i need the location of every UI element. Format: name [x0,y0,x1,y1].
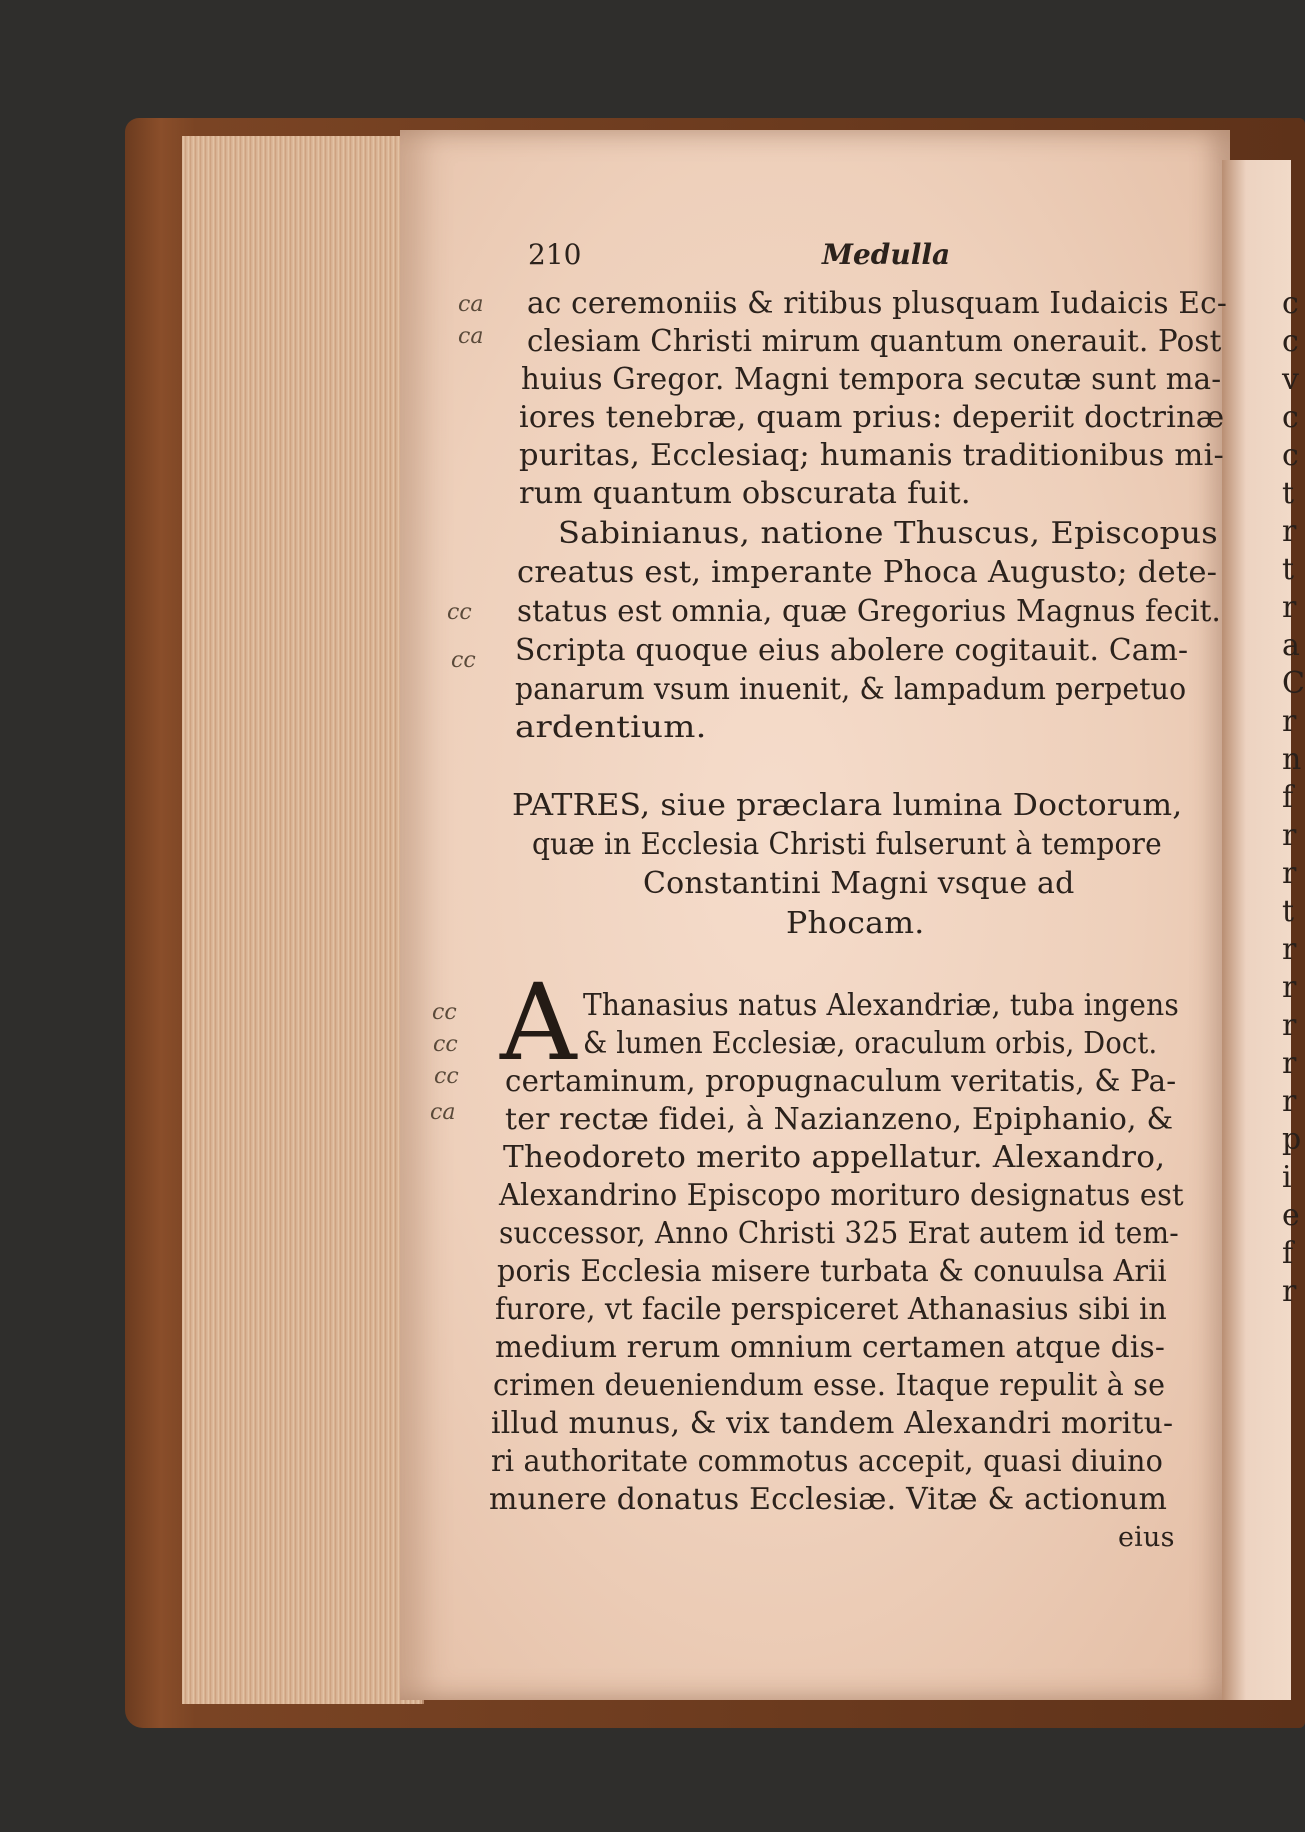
next-page-letter: p [1282,1122,1302,1157]
margin-mark: ca [458,292,484,317]
text-line: ter rectæ fidei, à Nazianzeno, Epiphanio, & [505,1102,1174,1136]
text-line: ac ceremoniis & ritibus plusquam Iudaicis Ec- [527,286,1228,320]
next-page-letter: n [1282,742,1302,777]
text-line: huius Gregor. Magni tempora secutæ sunt ma- [521,362,1222,396]
margin-mark: cc [434,1064,459,1089]
next-page-letter: r [1282,970,1297,1005]
next-page-letter: r [1282,932,1297,967]
next-page-letter: r [1282,856,1297,891]
margin-mark: ca [430,1100,456,1125]
margin-mark: cc [451,648,476,673]
text-line: successor, Anno Christi 325 Erat autem id tem- [499,1216,1179,1250]
text-line: iores tenebræ, quam prius: deperiit doctrinæ [519,400,1225,434]
text-line: Theodoreto merito appellatur. Alexandro, [503,1140,1166,1174]
next-page-letter: r [1282,1008,1297,1043]
text-line: ri authoritate commotus accepit, quasi diuino [491,1444,1164,1478]
text-line: crimen deueniendum esse. Itaque repulit à se [493,1368,1166,1402]
next-page-letter: e [1282,1198,1300,1233]
text-line: puritas, Ecclesiaq; humanis traditionibus mi- [519,438,1225,472]
text-line: status est omnia, quæ Gregorius Magnus fecit. [517,594,1222,628]
text-line: & lumen Ecclesiæ, oraculum orbis, Doct. [583,1026,1158,1060]
text-line: panarum vsum inuenit, & lampadum perpetuo [515,672,1187,706]
heading-line: PATRES, siue præclara lumina Doctorum, [512,788,1183,822]
margin-mark: ca [458,324,484,349]
heading-line: Constantini Magni vsque ad [643,866,1075,900]
margin-mark: cc [447,600,472,625]
text-line: certaminum, propugnaculum veritatis, & Pa- [505,1064,1177,1098]
running-title: Medulla [822,238,951,271]
heading-line: Phocam. [786,906,925,940]
next-page-edge [1222,160,1294,1700]
next-page-letter: f [1282,780,1294,815]
next-page-letter: a [1282,628,1300,663]
margin-mark: cc [433,1032,458,1057]
next-page-letter: v [1282,362,1299,397]
text-line: Alexandrino Episcopo morituro designatus est [499,1178,1184,1212]
text-line: Thanasius natus Alexandriæ, tuba ingens [583,988,1179,1022]
next-page-letter: r [1282,514,1297,549]
next-page-letter: t [1282,552,1295,587]
heading-line: quæ in Ecclesia Christi fulserunt à tempore [532,827,1162,861]
catchword: eius [1118,1522,1175,1553]
next-page-letter: i [1282,1160,1292,1195]
text-line: poris Ecclesia misere turbata & conuulsa Arii [497,1254,1167,1288]
next-page-letter: r [1282,818,1297,853]
next-page-letter: r [1282,1084,1297,1119]
text-line: creatus est, imperante Phoca Augusto; dete- [517,555,1218,589]
text-line: medium rerum omnium certamen atque dis- [495,1330,1166,1364]
text-line: ardentium. [515,710,707,744]
next-page-letter: r [1282,704,1297,739]
page-block-edge [182,136,424,1704]
next-page-letter: C [1282,666,1305,701]
next-page-letter: c [1282,286,1299,321]
drop-cap: A [500,961,577,1084]
text-line: munere donatus Ecclesiæ. Vitæ & actionum [489,1482,1168,1516]
text-line: Sabinianus, natione Thuscus, Episcopus [558,516,1218,550]
text-line: furore, vt facile perspiceret Athanasius sibi in [495,1292,1167,1326]
text-line: illud munus, & vix tandem Alexandri moritu- [491,1406,1174,1440]
next-page-letter: t [1282,476,1295,511]
text-line: Scripta quoque eius abolere cogitauit. Cam- [515,633,1189,667]
next-page-letter: c [1282,324,1299,359]
next-page-letter: r [1282,590,1297,625]
text-line: rum quantum obscurata fuit. [519,476,971,510]
next-page-letter: f [1282,1236,1294,1271]
next-page-letter: r [1282,1274,1297,1309]
text-line: clesiam Christi mirum quantum onerauit. Post [527,324,1222,358]
next-page-letter: r [1282,1046,1297,1081]
margin-mark: cc [432,1000,457,1025]
page-number: 210 [528,238,582,271]
next-page-letter: c [1282,438,1299,473]
next-page-letter: c [1282,400,1299,435]
next-page-letter: t [1282,894,1295,929]
